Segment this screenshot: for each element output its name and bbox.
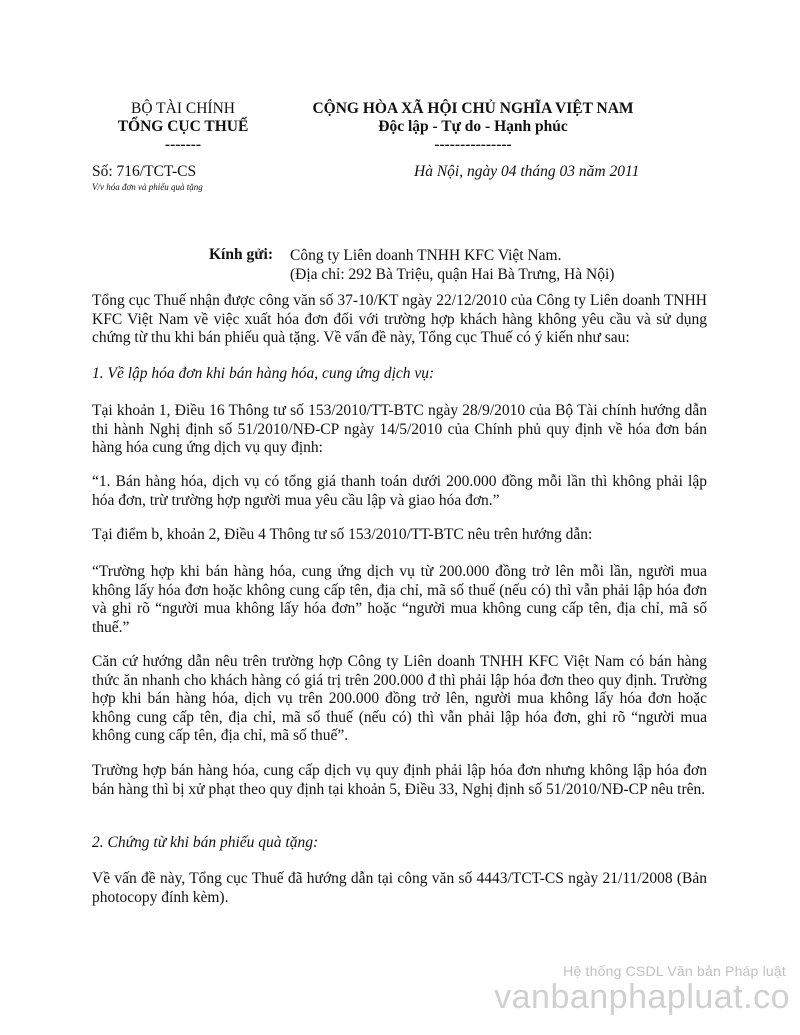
dateline: Hà Nội, ngày 04 tháng 03 năm 2011 (414, 163, 640, 180)
watermark-domain: vanbanphapluat.co (494, 978, 790, 1016)
recipient-label: Kính gửi: (209, 246, 273, 263)
department-name: TỔNG CỤC THUẾ (117, 118, 249, 135)
intro-paragraph: Tổng cục Thuế nhận được công văn số 37-10/KT ngày 22/12/2010 của Công ty Liên doanh TNHH KFC Việt Nam về việc xuất hóa đơn đối với trường hợp khách hàng không yêu cầu và sử dụng chứng từ thu khi bán phiếu quà tặng. Về vấn đề này, Tổng cục Thuế có ý kiến như sau: (92, 292, 707, 346)
paragraph-4: Trường hợp bán hàng hóa, cung cấp dịch vụ quy định phải lập hóa đơn nhưng không lập hóa đơn bán hàng thì bị xử phạt theo quy định tại khoản 5, Điều 33, Nghị định số 51/2010/NĐ-CP nêu trên. (92, 762, 707, 798)
ministry-name: BỘ TÀI CHÍNH (131, 100, 235, 117)
issuer-divider: ------- (164, 136, 202, 153)
paragraph-2: Tại điểm b, khoản 2, Điều 4 Thông tư số 153/2010/TT-BTC nêu trên hướng dẫn: (92, 526, 593, 543)
document-subject: V/v hóa đơn và phiếu quà tặng (92, 182, 203, 192)
recipient-name: Công ty Liên doanh TNHH KFC Việt Nam. (290, 247, 562, 264)
quote-1: “1. Bán hàng hóa, dịch vụ có tổng giá thanh toán dưới 200.000 đồng mỗi lần thì không phải lập hóa đơn, trừ trường hợp người mua yêu cầu lập và giao hóa đơn.” (92, 473, 707, 509)
paragraph-3: Căn cứ hướng dẫn nêu trên trường hợp Công ty Liên doanh TNHH KFC Việt Nam có bán hàng thức ăn nhanh cho khách hàng có giá trị trên 200.000 đ thì phải lập hóa đơn theo quy định. Trường hợp khi bán hàng hóa, dịch vụ trên 200.000 đồng trở lên, người mua không lấy hóa đơn hoặc không cung cấp tên, địa chỉ, mã số thuế (nếu có) thì vẫn phải lập hóa đơn, ghi rõ “người mua không cung cấp tên, địa chỉ, mã số thuế”. (92, 653, 707, 744)
national-heading (283, 100, 663, 154)
quote-2: “Trường hợp khi bán hàng hóa, cung ứng dịch vụ từ 200.000 đồng trở lên mỗi lần, người mua không lấy hóa đơn hoặc không cung cấp tên, địa chỉ, mã số thuế (nếu có) thì vẫn phải lập hóa đơn và ghi rõ “người mua không lấy hóa đơn” hoặc “người mua không cung cấp tên, địa chỉ, mã số thuế.” (92, 563, 707, 636)
issuer-block (88, 100, 278, 154)
watermark-caption: Hệ thống CSDL Văn bản Pháp luật (563, 963, 786, 979)
recipient-address: (Địa chỉ: 292 Bà Triệu, quận Hai Bà Trưng, Hà Nội) (290, 266, 615, 283)
section-2-title: 2. Chứng từ khi bán phiếu quà tặng: (92, 834, 319, 851)
recipient-block (290, 246, 614, 284)
national-motto: Độc lập - Tự do - Hạnh phúc (378, 118, 568, 135)
paragraph-1: Tại khoản 1, Điều 16 Thông tư số 153/2010/TT-BTC ngày 28/9/2010 của Bộ Tài chính hướng dẫn thi hành Nghị định số 51/2010/NĐ-CP ngày 14/5/2010 của Chính phủ quy định về hóa đơn bán hàng hóa cung ứng dịch vụ quy định: (92, 402, 707, 456)
paragraph-5: Về vấn đề này, Tổng cục Thuế đã hướng dẫn tại công văn số 4443/TCT-CS ngày 21/11/2008 (Bản photocopy đính kèm). (92, 870, 707, 906)
section-1-title: 1. Về lập hóa đơn khi bán hàng hóa, cung ứng dịch vụ: (92, 365, 435, 382)
nation-name: CỘNG HÒA XÃ HỘI CHỦ NGHĨA VIỆT NAM (312, 100, 634, 117)
motto-divider: --------------- (434, 136, 512, 153)
document-number: Số: 716/TCT-CS (92, 163, 197, 180)
